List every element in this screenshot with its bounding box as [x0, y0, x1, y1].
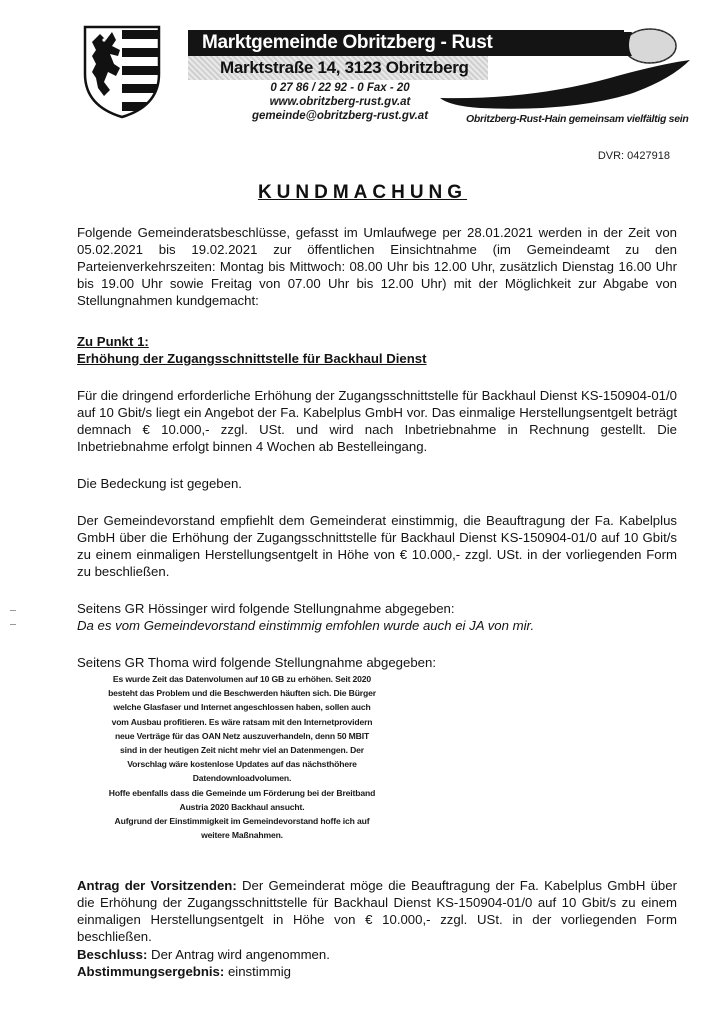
recommendation-paragraph: Der Gemeindevorstand empfiehlt dem Gemeinderat einstimmig, die Beauftragung der Fa. Kabelplus GmbH über die Erhöhung der Zugangsschnittstelle für Backhaul Dienst KS-150904-01/0 auf 10 Gbit/s zu einem einmaligen Herstellungsentgelt in Höhe von € 10.000,- zzgl. USt. in der vorliegenden Form zu beschließen. — [77, 513, 677, 579]
statement-line: Austria 2020 Backhaul ansucht. — [179, 801, 305, 812]
statement-line: neue Verträge für das OAN Netz auszuverhandeln, denn 50 MBIT — [114, 730, 370, 741]
statement-line: Vorschlag wäre kostenlose Updates auf das nächsthöhere — [127, 759, 357, 770]
page-title: KUNDMACHUNG — [257, 182, 468, 203]
website: www.obritzberg-rust.gv.at — [269, 96, 411, 108]
statement-line: besteht das Problem und die Beschwerden häuften sich. Die Bürger — [108, 688, 376, 699]
thoma-intro: Seitens GR Thoma wird folgende Stellungnahme abgegeben: — [77, 655, 436, 670]
margin-dash — [10, 624, 16, 625]
resolution-line — [77, 946, 677, 963]
phone-fax: 0 27 86 / 22 92 - 0 Fax - 20 — [270, 82, 410, 94]
vote-result-label: Abstimmungsergebnis: — [77, 964, 225, 979]
statement-line: weitere Maßnahmen. — [201, 830, 283, 841]
hoessinger-statement: Da es vom Gemeindevorstand einstimmig emfohlen wurde auch ei JA von mir. — [77, 618, 535, 633]
thoma-statement — [72, 672, 412, 842]
hoessinger-intro: Seitens GR Hössinger wird folgende Stellungnahme abgegeben: — [77, 601, 455, 616]
motion-paragraph — [77, 877, 677, 945]
dvr-number: DVR: 0427918 — [597, 150, 670, 162]
coverage-paragraph: Die Bedeckung ist gegeben. — [77, 476, 242, 491]
statement-line: sind in der heutigen Zeit nicht mehr viel an Datenmengen. Der — [120, 745, 364, 756]
statement-line: Es wurde Zeit das Datenvolumen auf 10 GB zu erhöhen. Seit 2020 — [112, 674, 372, 684]
resolution-text: Der Antrag wird angenommen. — [147, 947, 330, 962]
margin-marks — [4, 610, 64, 614]
statement-line: welche Glasfaser und Internet angeschlossen haben, sollen auch — [113, 702, 371, 713]
offer-paragraph: Für die dringend erforderliche Erhöhung der Zugangsschnittstelle für Backhaul Dienst KS-150904-01/0 auf 10 Gbit/s liegt ein Angebot der Fa. Kabelplus GmbH vor. Das einmalige Herstellungsentgelt beträgt demnach € 10.000,- zzgl. USt. und wird nach Inbetriebnahme in Rechnung gestellt. Die Inbetriebnahme erfolgt binnen 4 Wochen ab Bestelleingang. — [77, 388, 677, 454]
item-title: Erhöhung der Zugangsschnittstelle für Backhaul Dienst — [77, 351, 427, 366]
resolution-label: Beschluss: — [77, 947, 148, 962]
coat-of-arms-icon — [82, 24, 162, 120]
vote-result-text: einstimmig — [224, 964, 291, 979]
margin-dash — [10, 610, 16, 611]
address-line: Marktstraße 14, 3123 Obritzberg — [188, 56, 488, 80]
statement-line: Hoffe ebenfalls dass die Gemeinde um Förderung bei der Breitband — [108, 787, 376, 798]
municipality-title: Marktgemeinde Obritzberg - Rust — [188, 30, 624, 56]
motion-label: Antrag der Vorsitzenden: — [77, 878, 237, 893]
intro-paragraph: Folgende Gemeinderatsbeschlüsse, gefasst im Umlaufwege per 28.01.2021 werden in der Zeit von 05.02.2021 bis 19.02.2021 zur öffentlichen Einsichtnahme (im Gemeindeamt zu den Parteienverkehrszeiten: Montag bis Mittwoch: 08.00 Uhr bis 12.00 Uhr, zusätzlich Dienstag 16.00 Uhr bis 19.00 Uhr sowie Freitag von 07.00 Uhr bis 12.00 Uhr) mit der Möglichkeit zur Abgabe von Stellungnahmen kundgemacht: — [77, 225, 677, 308]
swoosh-graphic-icon — [440, 58, 700, 114]
statement-line: Aufgrund der Einstimmigkeit im Gemeindevorstand hoffe ich auf — [114, 816, 370, 827]
slogan: Obritzberg-Rust-Hain gemeinsam vielfältig sein — [466, 113, 689, 125]
motion-text: Der Gemeinderat möge die Beauftragung der Fa. Kabelplus GmbH über die Erhöhung der Zugangsschnittstelle für Backhaul Dienst KS-150904-01/0 auf 10 Gbit/s zu einem einmaligen Herstellungsentgelt in Höhe von € 10.000,- zzgl. USt. in der vorliegenden Form beschließen. — [77, 878, 677, 944]
statement-line: vom Ausbau profitieren. Es wäre ratsam mit den Internetprovidern — [111, 716, 373, 727]
vote-result-line — [77, 963, 677, 980]
contact-block — [240, 81, 440, 123]
email: gemeinde@obritzberg-rust.gv.at — [251, 110, 429, 122]
item-label: Zu Punkt 1: — [77, 334, 149, 349]
statement-line: Datendownloadvolumen. — [192, 773, 292, 784]
